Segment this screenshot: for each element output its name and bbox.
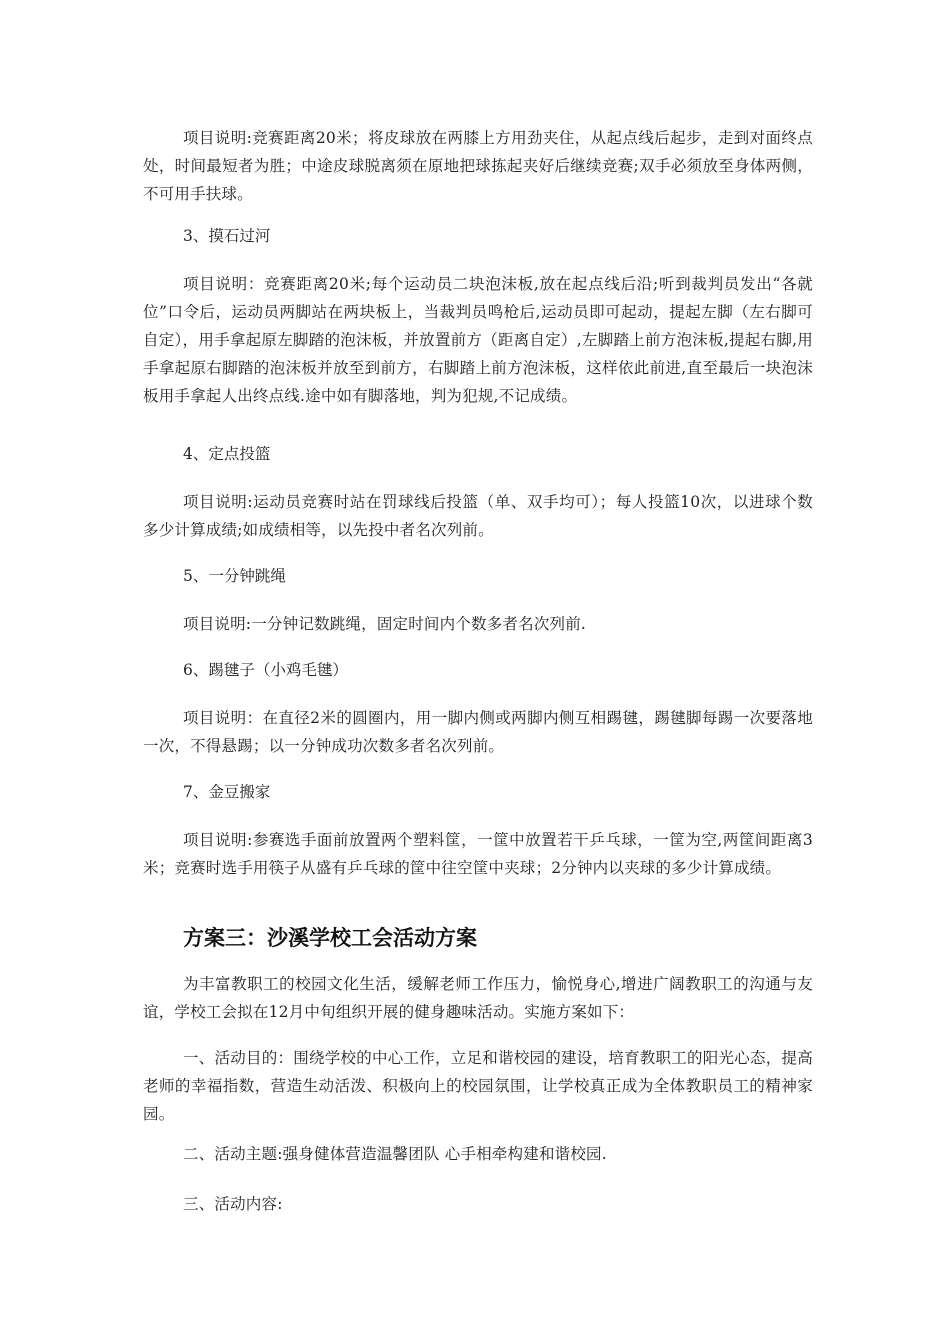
paragraph-theme: 二、活动主题:强身健体营造温馨团队 心手相牵构建和谐校园. [183,1145,607,1163]
paragraph-item2-description: 项目说明:竞赛距离20米；将皮球放在两膝上方用劲夹住，从起点线后起步，走到对面终点处，时间最短者为胜；中途皮球脱离须在原地把球拣起夹好后继续竞赛;双手必须放至身体两侧，不可用手扶球。 [143,129,813,203]
paragraph-item6-description: 项目说明：在直径2米的圆圈内，用一脚内侧或两脚内侧互相踢毽，踢毽脚每踢一次要落地一次，不得悬踢；以一分钟成功次数多者名次列前。 [143,709,813,755]
paragraph-content-heading: 三、活动内容: [183,1195,283,1213]
paragraph-item4-description: 项目说明:运动员竞赛时站在罚球线后投篮（单、双手均可）；每人投篮10次，以进球个数多少计算成绩;如成绩相等，以先投中者名次列前。 [143,493,813,539]
paragraph-item7-description: 项目说明:参赛选手面前放置两个塑料筐，一筐中放置若干乒乓球，一筐为空,两筐间距离3米；竞赛时选手用筷子从盛有乒乓球的筐中往空筐中夹球；2分钟内以夹球的多少计算成绩。 [143,831,813,877]
item-heading-3: 3、摸石过河 [183,227,271,245]
item-heading-7: 7、金豆搬家 [183,783,271,801]
item-heading-5: 5、一分钟跳绳 [183,567,286,585]
paragraph-item3-description: 项目说明：竞赛距离20米;每个运动员二块泡沫板,放在起点线后沿;听到裁判员发出“各就位”口令后，运动员两脚站在两块板上，当裁判员鸣枪后,运动员即可起动，提起左脚（左右脚可自定），用手拿起原左脚踏的泡沫板，并放置前方（距离自定）,左脚踏上前方泡沫板,提起右脚,用手拿起原右脚踏的泡沫板并放至到前方，右脚踏上前方泡沫板，这样依此前进,直至最后一块泡沫板用手拿起人出终点线.途中如有脚落地，判为犯规,不记成绩。 [143,275,813,405]
section-title: 方案三：沙溪学校工会活动方案 [183,925,477,950]
item-heading-6: 6、踢毽子（小鸡毛毽） [183,661,348,679]
paragraph-intro: 为丰富教职工的校园文化生活，缓解老师工作压力，愉悦身心,增进广阔教职工的沟通与友谊，学校工会拟在12月中旬组织开展的健身趣味活动。实施方案如下： [143,975,813,1021]
paragraph-item5-description: 项目说明:一分钟记数跳绳，固定时间内个数多者名次列前. [183,615,587,633]
paragraph-goal: 一、活动目的：围绕学校的中心工作，立足和谐校园的建设，培育教职工的阳光心态，提高老师的幸福指数，营造生动活泼、积极向上的校园氛围，让学校真正成为全体教职员工的精神家园。 [143,1049,813,1123]
item-heading-4: 4、定点投篮 [183,445,271,463]
